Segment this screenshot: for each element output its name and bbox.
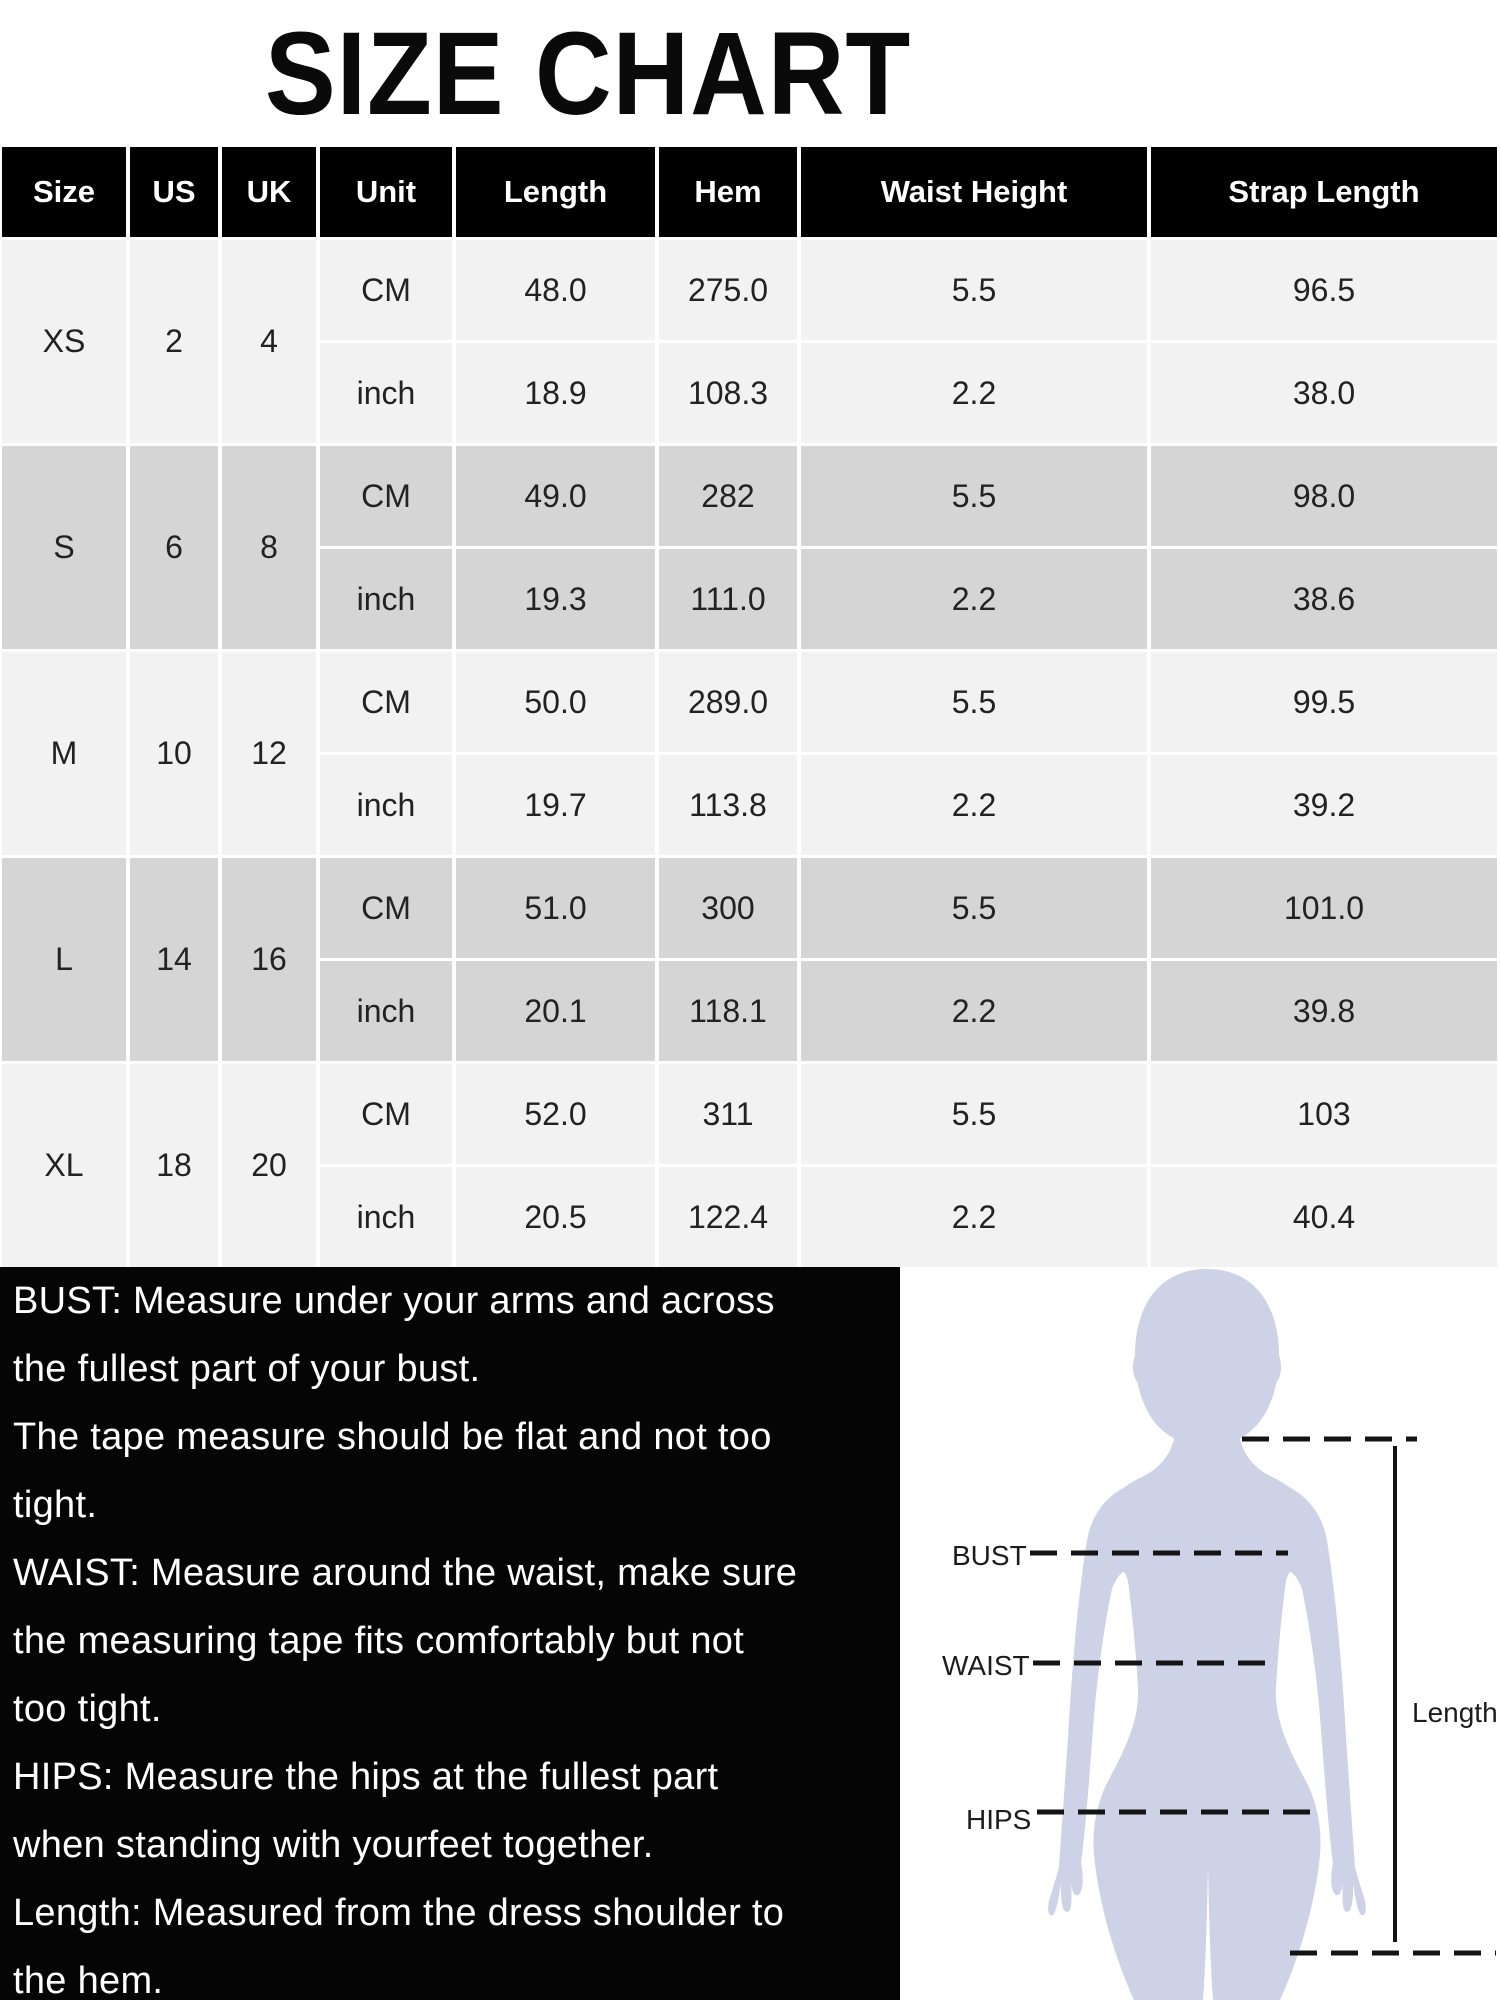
value-cell: 2.2 (801, 961, 1147, 1061)
value-cell: 5.5 (801, 652, 1147, 752)
value-cell: 2.2 (801, 343, 1147, 443)
value-cell: 108.3 (659, 343, 797, 443)
value-cell: 96.5 (1151, 240, 1497, 340)
unit-cell: CM (320, 858, 452, 958)
hips-label: HIPS (966, 1804, 1032, 1835)
value-cell: 113.8 (659, 755, 797, 855)
value-cell: 20.5 (456, 1167, 655, 1267)
uk-cell: 12 (222, 652, 316, 855)
unit-cell: inch (320, 755, 452, 855)
silhouette-ear-left (1133, 1351, 1147, 1383)
value-cell: 20.1 (456, 961, 655, 1061)
us-cell: 2 (130, 240, 218, 443)
value-cell: 19.3 (456, 549, 655, 649)
value-cell: 282 (659, 446, 797, 546)
header-cell-hem: Hem (659, 147, 797, 237)
measuring-instructions-panel (0, 1267, 900, 2000)
instruction-line: The tape measure should be flat and not too (13, 1416, 772, 1458)
instruction-line: the hem. (13, 1960, 164, 2002)
figure-svg (900, 1267, 1500, 2000)
header-cell-strap-length: Strap Length (1151, 147, 1497, 237)
value-cell: 50.0 (456, 652, 655, 752)
unit-cell: CM (320, 652, 452, 752)
value-cell: 39.8 (1151, 961, 1497, 1061)
value-cell: 2.2 (801, 755, 1147, 855)
value-cell: 2.2 (801, 549, 1147, 649)
unit-cell: inch (320, 961, 452, 1061)
us-cell: 14 (130, 858, 218, 1061)
header-cell-uk: UK (222, 147, 316, 237)
unit-cell: CM (320, 446, 452, 546)
value-cell: 103 (1151, 1064, 1497, 1164)
unit-cell: CM (320, 240, 452, 340)
value-cell: 5.5 (801, 858, 1147, 958)
value-cell: 39.2 (1151, 755, 1497, 855)
value-cell: 289.0 (659, 652, 797, 752)
header-cell-length: Length (456, 147, 655, 237)
instruction-line: BUST: Measure under your arms and across (13, 1280, 775, 1322)
value-cell: 2.2 (801, 1167, 1147, 1267)
header-cell-waist-height: Waist Height (801, 147, 1147, 237)
value-cell: 118.1 (659, 961, 797, 1061)
size-cell: XS (2, 240, 126, 443)
instruction-line: the fullest part of your bust. (13, 1348, 481, 1390)
female-silhouette (1048, 1269, 1366, 2000)
us-cell: 10 (130, 652, 218, 855)
instruction-line: WAIST: Measure around the waist, make sure (13, 1552, 798, 1594)
size-cell: S (2, 446, 126, 649)
unit-cell: inch (320, 549, 452, 649)
value-cell: 52.0 (456, 1064, 655, 1164)
value-cell: 311 (659, 1064, 797, 1164)
header-cell-size: Size (2, 147, 126, 237)
instruction-line: the measuring tape fits comfortably but not (13, 1620, 745, 1662)
instruction-line: when standing with yourfeet together. (13, 1824, 654, 1866)
size-table (2, 147, 1497, 1267)
bust-label: BUST (952, 1540, 1027, 1571)
waist-label: WAIST (942, 1650, 1030, 1681)
uk-cell: 8 (222, 446, 316, 649)
size-cell: XL (2, 1064, 126, 1267)
value-cell: 5.5 (801, 1064, 1147, 1164)
value-cell: 51.0 (456, 858, 655, 958)
page-title: SIZE CHART (264, 7, 911, 140)
value-cell: 5.5 (801, 240, 1147, 340)
value-cell: 101.0 (1151, 858, 1497, 958)
value-cell: 18.9 (456, 343, 655, 443)
size-cell: M (2, 652, 126, 855)
us-cell: 6 (130, 446, 218, 649)
instruction-line: tight. (13, 1484, 98, 1526)
unit-cell: inch (320, 1167, 452, 1267)
us-cell: 18 (130, 1064, 218, 1267)
value-cell: 38.6 (1151, 549, 1497, 649)
value-cell: 49.0 (456, 446, 655, 546)
uk-cell: 16 (222, 858, 316, 1061)
uk-cell: 4 (222, 240, 316, 443)
title-bar (0, 0, 1175, 147)
uk-cell: 20 (222, 1064, 316, 1267)
unit-cell: inch (320, 343, 452, 443)
value-cell: 122.4 (659, 1167, 797, 1267)
value-cell: 275.0 (659, 240, 797, 340)
value-cell: 40.4 (1151, 1167, 1497, 1267)
value-cell: 19.7 (456, 755, 655, 855)
value-cell: 99.5 (1151, 652, 1497, 752)
instruction-line: too tight. (13, 1688, 162, 1730)
value-cell: 48.0 (456, 240, 655, 340)
size-cell: L (2, 858, 126, 1061)
instruction-line: HIPS: Measure the hips at the fullest part (13, 1756, 719, 1798)
silhouette-ear-right (1267, 1351, 1281, 1383)
header-cell-us: US (130, 147, 218, 237)
unit-cell: CM (320, 1064, 452, 1164)
silhouette-head (1135, 1269, 1279, 1447)
header-cell-unit: Unit (320, 147, 452, 237)
value-cell: 38.0 (1151, 343, 1497, 443)
value-cell: 98.0 (1151, 446, 1497, 546)
length-label: Length (1412, 1697, 1498, 1728)
value-cell: 111.0 (659, 549, 797, 649)
value-cell: 300 (659, 858, 797, 958)
value-cell: 5.5 (801, 446, 1147, 546)
body-measurement-diagram (900, 1267, 1500, 2000)
instruction-line: Length: Measured from the dress shoulder to (13, 1892, 785, 1934)
